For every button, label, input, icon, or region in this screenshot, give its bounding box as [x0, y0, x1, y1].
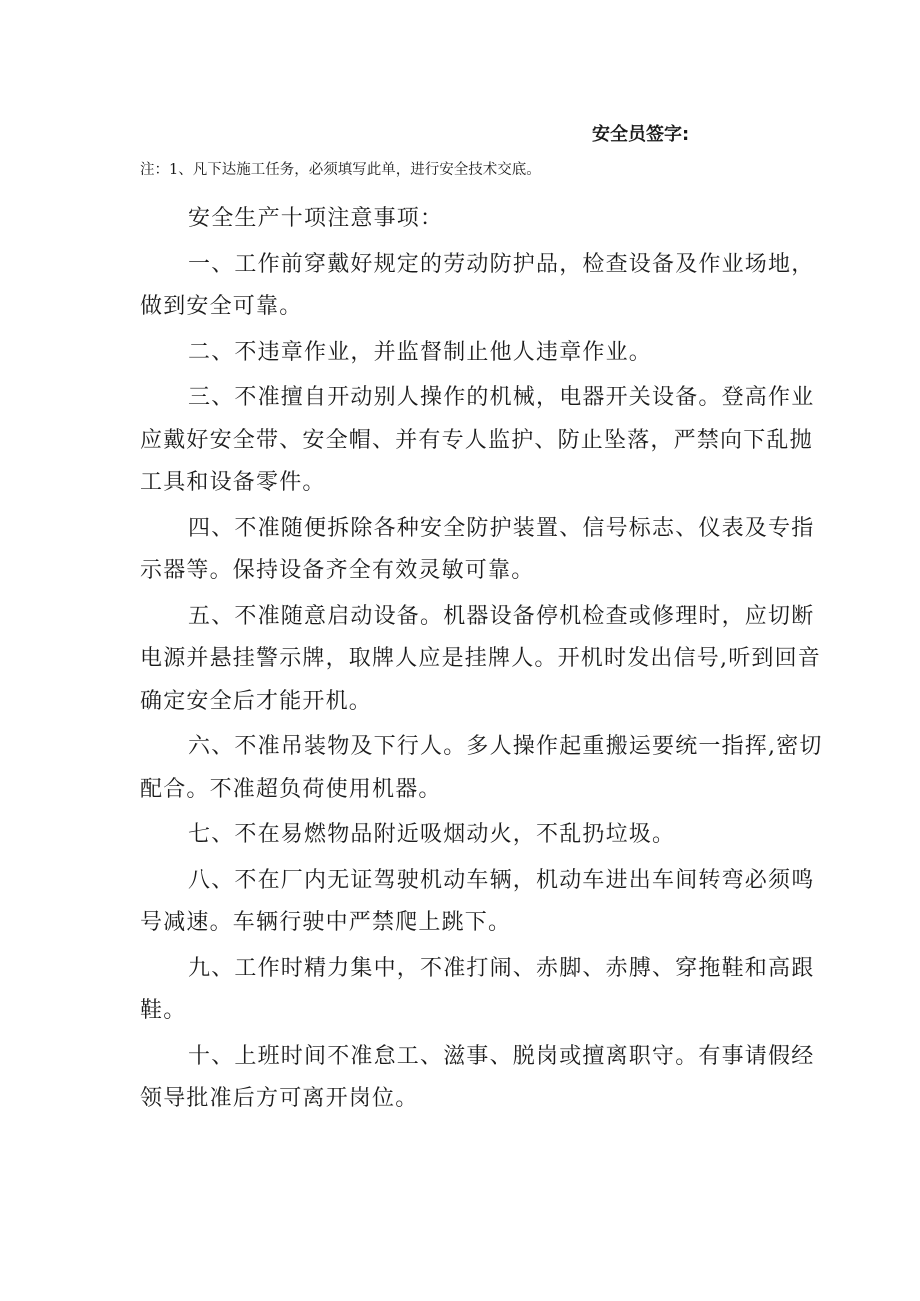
section-title: 安全生产十项注意事项： [188, 206, 444, 231]
rule-item-10: 十、上班时间不准怠工、滋事、脱岗或擅离职守。有事请假经领导批准后方可离开岗位。 [140, 1043, 815, 1111]
safety-rules-section [140, 198, 830, 1124]
rule-item-2: 二、不违章作业，并监督制止他人违章作业。 [188, 339, 653, 365]
rule-item-1: 一、工作前穿戴好规定的劳动防护品，检查设备及作业场地，做到安全可靠。 [140, 251, 815, 319]
rule-item-6: 六、不准吊装物及下行人。多人操作起重搬运要统一指挥,密切配合。不准超负荷使用机器。 [140, 734, 823, 802]
note-text: 注：1、凡下达施工任务，必须填写此单，进行安全技术交底。 [140, 162, 541, 178]
rule-item-9: 九、工作时精力集中，不准打闹、赤脚、赤膊、穿拖鞋和高跟鞋。 [140, 955, 815, 1023]
rule-item-8: 八、不在厂内无证驾驶机动车辆，机动车进出车间转弯必须鸣号减速。车辆行驶中严禁爬上跳下。 [140, 867, 815, 935]
safety-officer-signature-label: 安全员签字: [592, 124, 690, 145]
rule-item-3: 三、不准擅自开动别人操作的机械，电器开关设备。登高作业应戴好安全带、安全帽、并有专人监护、防止坠落，严禁向下乱抛工具和设备零件。 [140, 385, 815, 495]
rule-item-5: 五、不准随意启动设备。机器设备停机检查或修理时，应切断电源并悬挂警示牌，取牌人应是挂牌人。开机时发出信号,听到回音确定安全后才能开机。 [140, 603, 821, 714]
rule-item-7: 七、不在易燃物品附近吸烟动火，不乱扔垃圾。 [188, 822, 676, 847]
rule-item-4: 四、不准随便拆除各种安全防护装置、信号标志、仪表及专指示器等。保持设备齐全有效灵敏可靠。 [140, 515, 815, 583]
